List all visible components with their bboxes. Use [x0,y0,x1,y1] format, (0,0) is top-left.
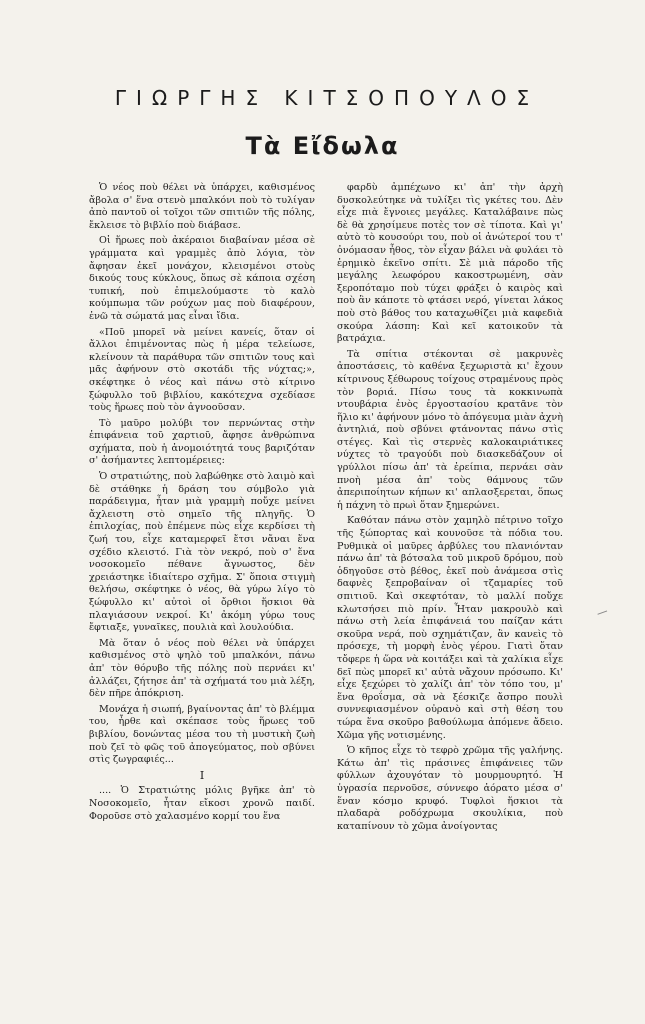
right-column [337,182,563,836]
paragraph: Μονάχα ἡ σιωπή, βγαίνοντας ἀπ' τὸ βλέμμα του, ἦρθε καὶ σκέπασε τοὺς ἥρωες τοῦ βιβλίου, δονώντας μέσα του τὴ μυστικὴ ζωὴ ποὺ ζεῖ τὸ φῶς τοῦ ἀπογεύματος, ποὺ σβύνει στὶς ζωγραφιές... [89,703,315,766]
paragraph: Καθόταν πάνω στὸν χαμηλὸ πέτρινο τοῖχο τῆς ξώπορτας καὶ κουνοῦσε τὰ πόδια του. Ρυθμικὰ οἱ μαῦρες ἀρβύλες του πλανιόνταν πάνω ἀπ' τὰ βότσαλα τοῦ μικροῦ δρόμου, ποὺ ὁδηγοῦσε στὸ βέθος, ἐκεῖ ποὺ ἀνάμεσα στὶς δαφνὲς ξεπροβαίναν οἱ τζαμαρίες τοῦ σπιτιοῦ. Καὶ σκεφτόταν, τὸ μαλλί ποὔχε κλωτσήσει πιὸ πρίν. Ἦταν μακρουλὸ καὶ πάνω στὴ λεία ἐπιφάνειά του παίζαν κάτι σκοῦρα νερά, ποὺ σχημάτιζαν, ἂν κανεὶς τὸ πρόσεχε, τὴ μορφὴ ἑνὸς γέρου. Γιατὶ ὅταν τὄφερε ἡ ὥρα νὰ κοιτάξει καὶ τὰ χαλίκια εἶχε δεῖ πὼς μπορεῖ κι' αὐτὰ νἄχουν πρόσωπο. Κι' εἶχε ξεχώρει τὸ χαλίζι ἀπ' τὸν τόπο του, μ' ἕνα θροΐσμα, σὰ νὰ ξέσκιζε ἄσπρο πουλὶ συννεφιασμένον οὐρανὸ καὶ στὴ θέση του τώρα ἕνα σκοῦρο βαθούλωμα ἀπόμενε ἄδειο. Χῶμα γῆς νοτισμένης. [337,515,563,741]
section-number: Ι [199,768,205,782]
paragraph: φαρδὺ ἀμπέχωνο κι' ἀπ' τὴν ἀρχὴ δυσκολεύτηκε νὰ τυλίξει τὶς γκέτες του. Δὲν εἶχε πιὰ ἔγνοιες μεγάλες. Καταλάβαινε πὼς δὲ θὰ χρησίμευε ποτὲς τον σὲ τίποτα. Καὶ γι' αὐτὸ τὸ κουσούρι του, ποὺ οἱ ἀνώτεροί του τ' ὀνόμασαν ἦθος, τὸν εἶχαν βάλει νὰ φυλάει τὸ ἐρημικὸ ἐκεῖνο σπίτι. Σὲ μιὰ πάροδο τῆς μεγάλης λεωφόρου κακοστρωμένη, σὰν ξεροπόταμο ποὺ τύχει φράξει ὁ καιρὸς καὶ ποὺ ἂν κάποτε τὸ φτάσει νερό, γίνεται λάκος ποὺ στὸ βάθος του καταχωθίζει μιὰ καφεδιὰ σκούρα λάσπη: Καὶ κεῖ κατοικοῦν τὰ βατράχια. [337,182,563,345]
paragraph: Ὁ κῆπος εἶχε τὸ τεφρὸ χρῶμα τῆς γαλήνης. Κάτω ἀπ' τὶς πράσινες ἐπιφάνειες τῶν φύλλων ἀχουγόταν τὸ μουρμουρητό. Ἡ ὑγρασία περνοῦσε, σύννεφο ἀόρατο μέσα σ' ἕναν κόσμο κρυφό. Τυφλοὶ ἥσκιοι τὰ πλαδαρὰ ροδόχρωμα σκουλίκια, ποὺ καταπίνουν τὸ χῶμα ἀνοίγοντας [337,745,563,832]
author-name: ΓΙΩΡΓΗΣ ΚΙΤΣΟΠΟΥΛΟΣ [114,86,540,110]
story-title: Τὰ Εἴδωλα [245,132,400,160]
paragraph: Μὰ ὅταν ὁ νέος ποὺ θέλει νὰ ὑπάρχει καθισμένος στὸ ψηλὸ τοῦ μπαλκόνι, πάνω ἀπ' τὸν θόρυβο τῆς πόλης ποὺ περνάει κι' ἀλλάζει, ζήτησε ἀπ' τὰ σχήματά του μιὰ λέξη, δὲν πῆρε ἀπόκριση. [89,637,315,700]
paragraph: Οἱ ἥρωες ποὺ ἀκέραιοι διαβαίναν μέσα σὲ γράμματα καὶ γραμμὲς ἀπὸ λόγια, τὸν ἄφησαν ἐκεῖ μονάχον, κλεισμένοι στοὺς δικούς τους κύκλους, ὅπως σὲ κάποια σχέση τυπική, ποὺ ἐπιμελούμαστε τὸ καλὸ κούμπωμα τῶν ρούχων μας ποὺ διαφέρουν, ἐνῶ τὰ σώματά μας εἶναι ἴδια. [89,235,315,322]
paragraph: Τὸ μαῦρο μολύβι τον περνώντας στὴν ἐπιφάνεια τοῦ χαρτιοῦ, ἄφησε ἀνθρώπινα σχήματα, ποὺ ἡ ἀνομοιότητά τους βαριζόταν σ' ἀσήμαντες λεπτομέρειες: [89,417,315,467]
paragraph: Τὰ σπίτια στέκονται σὲ μακρυνὲς ἀποστάσεις, τὸ καθένα ξεχωριστὰ κι' ἔχουν κίτρινους ξέθωρους τοίχους στραμένους πρὸς τὸν βοριά. Πίσω τους τὰ κοκκινωπὰ ντουβάρια ἑνὸς ἐργοστασίου κρατᾶνε τὸν ἥλιο κι' ἀφήνουν μόνο τὸ ἀπόγευμα μιὰν ἀχνὴ ἀντηλιά, ποὺ σβύνει φτάνοντας πάνω στὶς στέγες. Καὶ τὶς στερνὲς καλοκαιριάτικες νύχτες τὸ τραγούδι ποὺ διασκεδάζουν οἱ γρύλλοι πίσω ἀπ' τὰ ἐρείπια, περνάει σὰν πνοὴ μέσα ἀπ' τοὺς θάμνους τῶν ἀπεριποίητων κήπων κι' απλασξερεται, ὅπως ἡ πάχνη τὸ πρωὶ ὅταν ξημερώνει. [337,348,564,511]
paragraph: «Ποῦ μπορεῖ νὰ μείνει κανείς, ὅταν οἱ ἄλλοι ἐπιμένοντας πὼς ἡ μέρα τελείωσε, κλείνουν τὰ παράθυρα τῶν σπιτιῶν τους καὶ μᾶς ἀφήνουν στὸ σκοτάδι τῆς νύχτας;», σκέφτηκε ὁ νέος καὶ πάνω στὸ κίτρινο ξώφυλλο τοῦ βιβλίου, κακότεχνα σχεδίασε τοὺς ἥρωες ποὺ τὸν ἀγνοοῦσαν. [89,326,315,414]
left-column [89,182,315,826]
paper-mark [597,610,608,618]
paragraph: .... Ὁ Στρατιώτης μόλις βγῆκε ἀπ' τὸ Νοσοκομεῖο, ἦταν εἴκοσι χρονῶ παιδί. Φοροῦσε στὸ χαλασμένο κορμί του ἕνα [89,785,315,822]
paragraph: Ὁ νέος ποὺ θέλει νὰ ὑπάρχει, καθισμένος ἄβολα σ' ἕνα στενὸ μπαλκόνι ποὺ τὸ τυλίγαν ἀπὸ παντοῦ οἱ τοῖχοι τῶν σπιτιῶν τῆς πόλης, ἔκλεισε τὸ βιβλίο ποὺ διάβασε. [89,182,315,231]
paragraph: Ὁ στρατιώτης, ποὺ λαβώθηκε στὸ λαιμὸ καὶ δὲ στάθηκε ἡ δράση του σύμβολο γιὰ παράδειγμα, ἦταν μιὰ γραμμὴ ποὔχε μείνει ἄχλειστη στὸ σημεῖο τῆς πληγῆς. Ὁ ἐπιλοχίας, ποὺ ἐπέμενε πὼς εἶχε κερδίσει τὴ ζωή του, εἶχε καταμερφεῖ ἔτσι νἄναι ἕνα σχέδιο κλειστό. Γιὰ τὸν νεκρό, ποὺ σ' ἕνα νοσοκομεῖο πέθανε ἄγνωστος, δὲν χρειάστηκε ἰδιαίτερο σχῆμα. Σ' ὅποια στιγμὴ θελήσω, σκέφτηκε ὁ νέος, θὰ γύρω λίγο τὸ ξώφυλλο κι' αὐτοὶ οἱ ὄρθιοι ἥσκιοι θὰ πλαγιάσουν νεκροί. Κι' ἀκόμη γύρω τους ἔφτιαξε, γυναῖκες, πουλιὰ καὶ λουλούδια. [89,471,315,634]
